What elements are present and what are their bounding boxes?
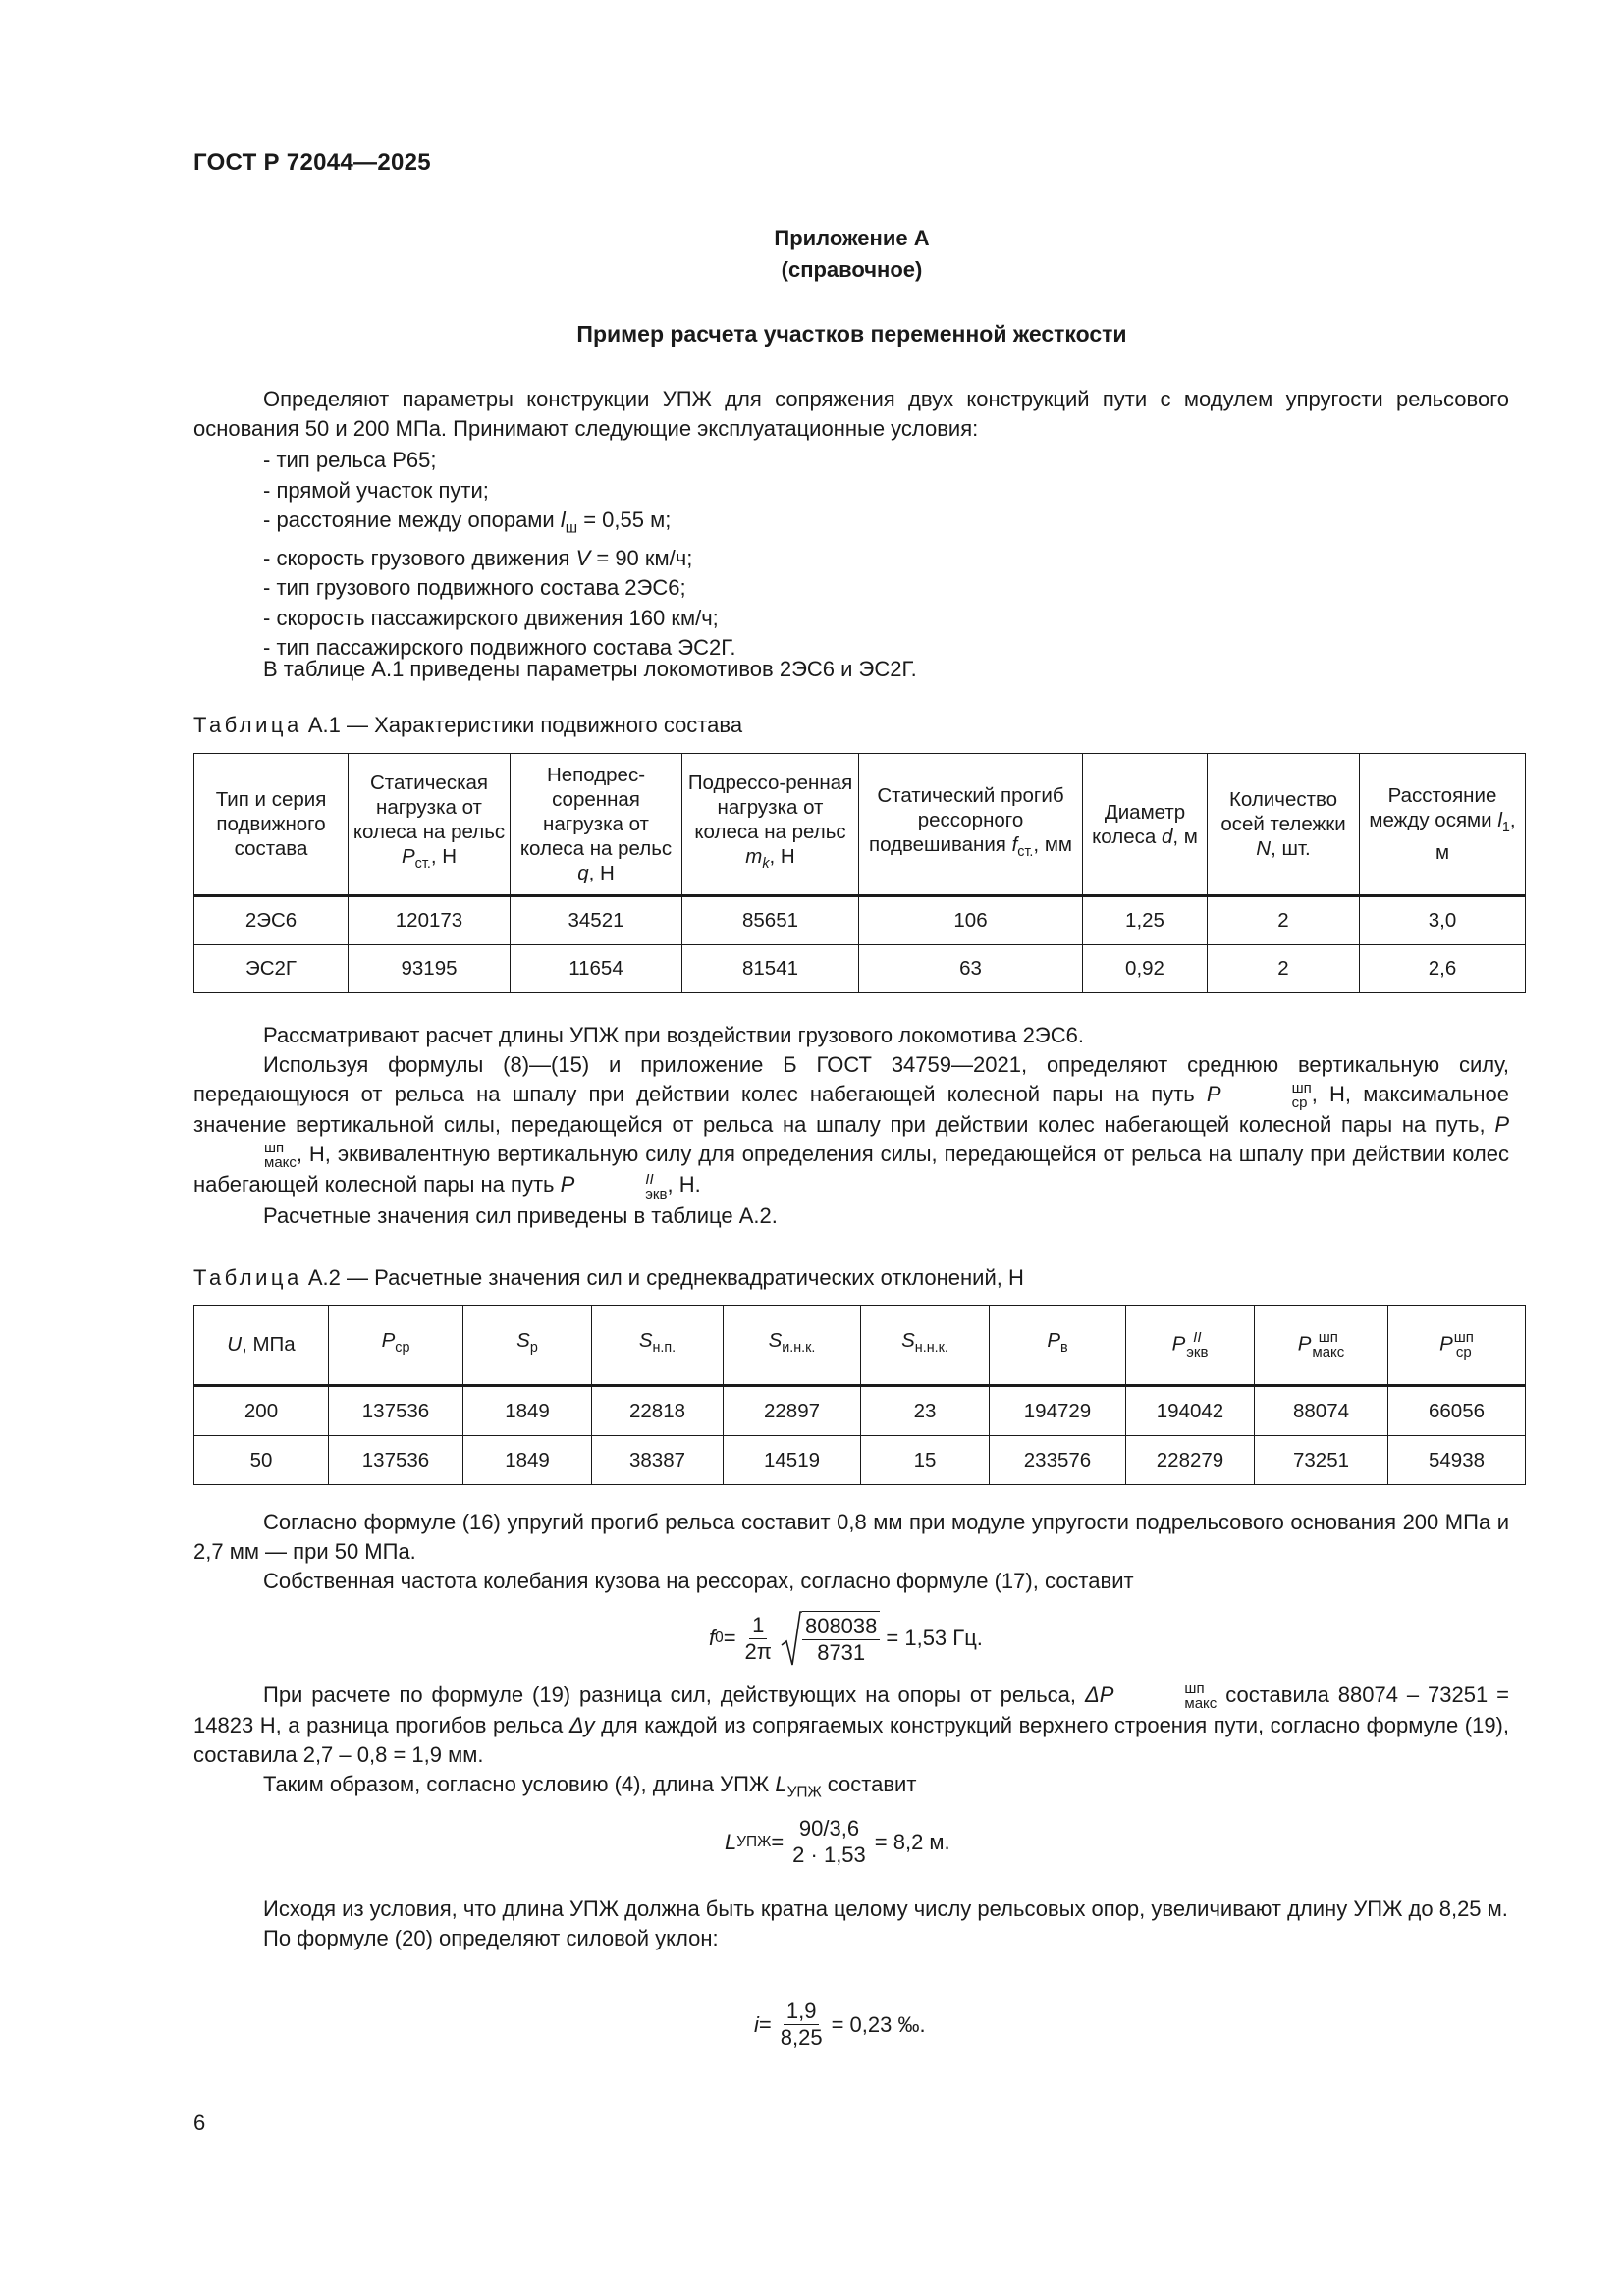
sqrt-sign: $\frac{808038}{8731}$ [781, 1610, 886, 1667]
formula-length: L УПЖ = $\frac{90/3,6}{2 \cdot 1,53}$ = 8,2 м. [725, 1816, 950, 1867]
table2-header-cell: $S_{и.н.к.}$ [724, 1306, 861, 1386]
table1-header-cell: Диаметр колеса d, м [1083, 754, 1208, 896]
table2-forces [193, 1305, 1526, 1485]
standard-header: ГОСТ Р 72044—2025 [193, 149, 431, 176]
table-cell: 93195 [349, 945, 511, 993]
table2-header-row [194, 1306, 1526, 1386]
length-rounding-paragraph: Исходя из условия, что длина УПЖ должна быть кратна целому числу рельсовых опор, увеличивают длину УПЖ до 8,25 м. [263, 1896, 1508, 1921]
intro-text: Определяют параметры конструкции УПЖ для сопряжения двух конструкций пути с модулем упругости рельсового основания 50 и 200 МПа. Принимают следующие эксплуатационные условия: [193, 387, 1509, 441]
table-row [194, 1386, 1526, 1436]
table-row [194, 1436, 1526, 1485]
list-item: - тип грузового подвижного состава 2ЭС6; [263, 575, 686, 601]
length-rounding-text [193, 1895, 1509, 1953]
table-cell: 137536 [329, 1436, 463, 1485]
table-cell: 2,6 [1360, 945, 1526, 993]
table-cell: 15 [861, 1436, 990, 1485]
formula-slope: i = $\frac{1,9}{8,25}$ = 0,23 ‰. [754, 1999, 926, 2050]
table-cell: 22818 [592, 1386, 724, 1436]
table-cell: 194042 [1126, 1386, 1255, 1436]
table2-header-cell: $S_р$ [463, 1306, 592, 1386]
table-cell: 50 [194, 1436, 329, 1485]
table1-header-cell: Неподрес-соренная нагрузка от колеса на рельс q, Н [511, 754, 682, 896]
intro-paragraph [193, 385, 1509, 444]
table-cell: 88074 [1255, 1386, 1388, 1436]
table2-header-cell: U, МПа [194, 1306, 329, 1386]
table2-header-cell: P шп макс [1255, 1306, 1388, 1386]
table1-header-cell: Количество осей тележки N, шт. [1208, 754, 1360, 896]
list-item: - тип рельса Р65; [263, 448, 437, 472]
table-cell: 3,0 [1360, 896, 1526, 945]
table-cell: 233576 [990, 1436, 1126, 1485]
table-cell: 73251 [1255, 1436, 1388, 1485]
table1-header-row [194, 754, 1526, 896]
table-cell: 1849 [463, 1386, 592, 1436]
list-item: - прямой участок пути; [263, 477, 489, 503]
table-cell: 1,25 [1083, 896, 1208, 945]
appendix-heading: Пример расчета участков переменной жесткости [576, 321, 1127, 347]
calculation-text [193, 1021, 1509, 1231]
table2-header-cell: $S_{н.н.к.}$ [861, 1306, 990, 1386]
force-difference-paragraph: При расчете по формуле (19) разница сил, действующих на опоры от рельса, ΔP шп макс составила 88074 – 73251 = 14823 Н, а разница прогибов рельса Δy для каждой из сопрягаемых конструкций верхнего строения пути, согласно формуле (19), составила 2,7 – 0,8 = 1,9 мм. [193, 1681, 1509, 1768]
table2-header-cell: $S_{н.п.}$ [592, 1306, 724, 1386]
table-cell: 34521 [511, 896, 682, 945]
table-cell: 38387 [592, 1436, 724, 1485]
table-cell: 66056 [1388, 1386, 1526, 1436]
slope-intro-paragraph: По формуле (20) определяют силовой уклон: [263, 1926, 719, 1950]
table-reference-text: В таблице А.1 приведены параметры локомотивов 2ЭС6 и ЭС2Г. [263, 657, 917, 681]
table2-header-cell: P шп ср [1388, 1306, 1526, 1386]
table-cell: 106 [859, 896, 1083, 945]
table2-caption: Таблица А.2 — Расчетные значения сил и среднеквадратических отклонений, Н [193, 1265, 1024, 1290]
table-cell: 22897 [724, 1386, 861, 1436]
table1-rolling-stock [193, 753, 1526, 993]
table-cell: 11654 [511, 945, 682, 993]
table-cell: 85651 [682, 896, 859, 945]
table-cell: 54938 [1388, 1436, 1526, 1485]
table2-header-cell: P II экв [1126, 1306, 1255, 1386]
table-row [194, 896, 1526, 945]
table-cell: 63 [859, 945, 1083, 993]
table-reference-paragraph [193, 655, 1509, 684]
list-item: - скорость грузового движения V = 90 км/ч; [263, 545, 693, 570]
page-number: 6 [193, 2110, 206, 2135]
list-item: - тип пассажирского подвижного состава ЭС2Г. [263, 635, 736, 661]
appendix-kind: (справочное) [781, 257, 923, 282]
table1-header-cell: Статическая нагрузка от колеса на рельс $P_{ст.}$, Н [349, 754, 511, 896]
conditions-list [263, 446, 736, 664]
table-cell: 228279 [1126, 1436, 1255, 1485]
list-item: - скорость пассажирского движения 160 км/ч; [263, 605, 719, 630]
table2-header-cell: $P_в$ [990, 1306, 1126, 1386]
frequency-paragraph: Собственная частота колебания кузова на рессорах, согласно формуле (17), составит [263, 1569, 1134, 1593]
table-cell: 2 [1208, 896, 1360, 945]
table-cell: 194729 [990, 1386, 1126, 1436]
table-cell: 2ЭС6 [194, 896, 349, 945]
deflection-paragraph: Согласно формуле (16) упругий прогиб рельса составит 0,8 мм при модуле упругости подрельсового основания 200 МПа и 2,7 мм — при 50 МПа. [193, 1510, 1509, 1564]
table1-header-cell: Расстояние между осями $l_1$, м [1360, 754, 1526, 896]
forces-description: Используя формулы (8)—(15) и приложение Б ГОСТ 34759—2021, определяют среднюю вертикальную силу, передающуюся от рельса на шпалу при действии колес набегающей колесной пары на путь P шп ср , Н, максимальное значение вертикальной силы, передающейся от рельса на шпалу при действии колес набегающей колесной пары на путь, P шп макс , Н, эквивалентную вертикальную силу для определения силы, передающейся от рельса на шпалу при действии колес набегающей колесной пары на путь P II экв , Н. [193, 1052, 1510, 1202]
table-cell: 2 [1208, 945, 1360, 993]
table-cell: 200 [194, 1386, 329, 1436]
deflection-text [193, 1508, 1509, 1596]
force-difference-text [193, 1681, 1509, 1808]
table1-caption: Таблица А.1 — Характеристики подвижного состава [193, 713, 743, 737]
table2-reference: Расчетные значения сил приведены в таблице А.2. [263, 1202, 778, 1228]
appendix-title: Приложение А [774, 226, 930, 250]
table1-header-cell: Подрессо-ренная нагрузка от колеса на рельс $m_k$, Н [682, 754, 859, 896]
table-cell: 81541 [682, 945, 859, 993]
table-cell: 23 [861, 1386, 990, 1436]
table1-header-cell: Статический прогиб рессорного подвешивания $f_{ст.}$, мм [859, 754, 1083, 896]
table-cell: ЭС2Г [194, 945, 349, 993]
table-row [194, 945, 1526, 993]
table2-header-cell: $P_{ср}$ [329, 1306, 463, 1386]
table1-header-cell: Тип и серия подвижного состава [194, 754, 349, 896]
formula-frequency: f 0 = $\frac{1}{2\pi}$ $\frac{808038}{8731}$ = 1,53 Гц. [709, 1610, 983, 1667]
table-cell: 137536 [329, 1386, 463, 1436]
list-item: - расстояние между опорами $l_ш = 0,55$ м; [263, 507, 672, 537]
calculation-intro: Рассматривают расчет длины УПЖ при воздействии грузового локомотива 2ЭС6. [263, 1023, 1084, 1047]
length-intro-paragraph: Таким образом, согласно условию (4), длина УПЖ $L_{УПЖ}$ составит [263, 1772, 917, 1801]
table-cell: 14519 [724, 1436, 861, 1485]
table-cell: 0,92 [1083, 945, 1208, 993]
table-cell: 120173 [349, 896, 511, 945]
table-cell: 1849 [463, 1436, 592, 1485]
